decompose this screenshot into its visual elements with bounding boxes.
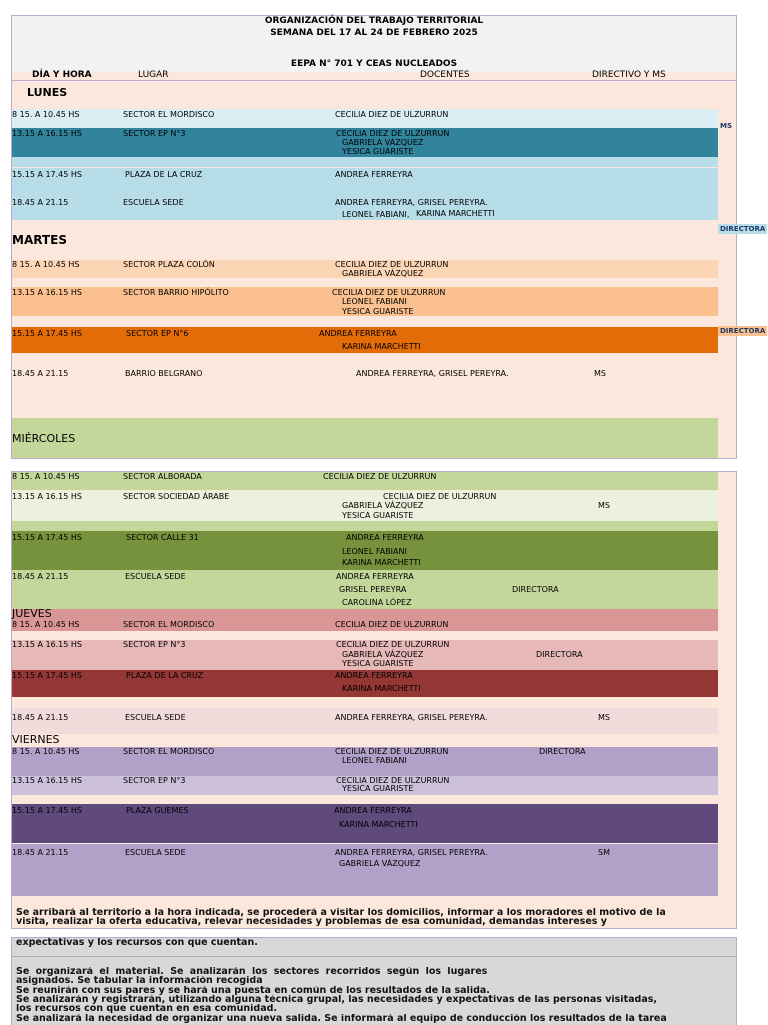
lugar: SECTOR SOCIEDAD ÁRABE: [123, 492, 230, 501]
lugar: SECTOR BARRIO HIPÓLITO: [123, 288, 229, 297]
docente: CECILIA DIEZ DE ULZURRUN: [335, 620, 449, 629]
lugar: SECTOR EL MORDISCO: [123, 747, 215, 756]
hora: 18.45 A 21.15: [12, 369, 69, 378]
lugar: SECTOR EL MORDISCO: [123, 110, 215, 119]
hora: 8 15. A 10.45 HS: [12, 472, 80, 481]
jueves-row-1: [12, 609, 718, 631]
footer-paragraph-2e: los recursos con que cuentan en esa comunidad.: [16, 1004, 278, 1013]
day-label-martes: MARTES: [12, 233, 67, 247]
miercoles-row-3: [12, 531, 718, 570]
jueves-row-4: [12, 708, 718, 734]
lugar: PLAZA DE LA CRUZ: [125, 170, 203, 179]
docente: GRISEL PEREYRA: [339, 585, 407, 594]
jueves-row-3: [12, 670, 718, 697]
footer-paragraph-2a: Se organizará el material. Se analizarán los sectores recorridos según los lugares: [16, 967, 488, 976]
lugar: SECTOR EP N°6: [126, 329, 189, 338]
docente: YESICA GUARISTE: [342, 511, 414, 520]
docente: GABRIELA VÁZQUEZ: [342, 138, 424, 147]
column-header-lugar: LUGAR: [138, 70, 169, 80]
hora: 18.45 A 21.15: [12, 713, 69, 722]
lunes-row-4: [12, 194, 718, 220]
docente: ANDREA FERREYRA, GRISEL PEREYRA.: [335, 848, 488, 857]
docente: CECILIA DIEZ DE ULZURRUN: [335, 110, 449, 119]
docente: ANDREA FERREYRA: [319, 329, 397, 338]
miercoles-band: [12, 418, 718, 458]
docente: LEONEL FABIANI,: [342, 210, 410, 219]
lugar: SECTOR ALBORADA: [123, 472, 202, 481]
hora: 15.15 A 17.45 HS: [12, 533, 82, 542]
lugar: PLAZA DE LA CRUZ: [126, 671, 204, 680]
docente: LEONEL FABIANI: [342, 547, 407, 556]
martes-row-3: [12, 327, 718, 353]
docente: ANDREA FERREYRA, GRISEL PEREYRA.: [335, 713, 488, 722]
lugar: ESCUELA SEDE: [123, 198, 184, 207]
hora: 18.45 A 21.15: [12, 572, 69, 581]
docente: GABRIELA VÁZQUEZ: [339, 859, 421, 868]
docente: LEONEL FABIANI: [342, 297, 407, 306]
hora: 15.15 A 17.45 HS: [12, 806, 82, 815]
lugar: PLAZA GUEMES: [126, 806, 189, 815]
docente: CECILIA DIEZ DE ULZURRUN: [336, 640, 450, 649]
viernes-row-1: [12, 747, 718, 776]
docente: KARINA MARCHETTI: [342, 558, 421, 567]
docente: YESICA GUARISTE: [342, 659, 414, 668]
martes-row-2: [12, 287, 718, 316]
side-label-directora: DIRECTORA: [720, 225, 766, 233]
footer-divider: [12, 956, 736, 957]
directivo: MS: [594, 369, 606, 378]
docente: CECILIA DIEZ DE ULZURRUN: [323, 472, 437, 481]
hora: 13.15 A 16.15 HS: [12, 492, 82, 501]
lunes-row-2: [12, 128, 718, 157]
docente: ANDREA FERREYRA: [335, 671, 413, 680]
hora: 8 15. A 10.45 HS: [12, 747, 80, 756]
hora: 13.15 A 16.15 HS: [12, 640, 82, 649]
hora: 8 15. A 10.45 HS: [12, 260, 80, 269]
docente: CECILIA DIEZ DE ULZURRUN: [383, 492, 497, 501]
lugar: SECTOR EP N°3: [123, 129, 186, 138]
lugar: ESCUELA SEDE: [125, 848, 186, 857]
column-header-directivo: DIRECTIVO Y MS: [592, 70, 666, 80]
docente: ANDREA FERREYRA, GRISEL PEREYRA.: [356, 369, 509, 378]
jueves-row-2: [12, 640, 718, 670]
lunes-row-2-tail: [12, 157, 718, 167]
schedule-page-1: [11, 15, 766, 459]
docente: KARINA MARCHETTI: [342, 342, 421, 351]
side-label-directora-2: DIRECTORA: [720, 327, 766, 335]
footer-paragraph-1a: Se arribará al territorio a la hora indicada, se procederá a visitar los domicilios, informar a los moradores el motivo de la: [16, 908, 666, 917]
hora: 8 15. A 10.45 HS: [12, 110, 80, 119]
lunes-row-1: [12, 109, 718, 128]
docente: GABRIELA VÁZQUEZ: [342, 650, 424, 659]
day-label-miercoles: MIÉRCOLES: [12, 432, 76, 445]
docente: ANDREA FERREYRA: [334, 806, 412, 815]
viernes-row-4: [12, 844, 718, 896]
hora: 15.15 A 17.45 HS: [12, 671, 82, 680]
header-subtitle: SEMANA DEL 17 AL 24 DE FEBRERO 2025: [270, 28, 478, 38]
hora: 13.15 A 16.15 HS: [12, 288, 82, 297]
day-label-lunes: LUNES: [27, 86, 68, 99]
footer-paragraph-2b: asignados. Se tabular la información recogida: [16, 976, 263, 985]
day-label-viernes: VIERNES: [12, 733, 60, 746]
hora: 8 15. A 10.45 HS: [12, 620, 80, 629]
header-title: ORGANIZACIÓN DEL TRABAJO TERRITORIAL: [264, 16, 484, 26]
directivo: MS: [598, 501, 610, 510]
docente: CECILIA DIEZ DE ULZURRUN: [335, 747, 449, 756]
column-header-dia: DÍA Y HORA: [32, 70, 92, 80]
lugar: SECTOR EP N°3: [123, 640, 186, 649]
schedule-page-3: [11, 937, 737, 1025]
footer-paragraph-2d: Se analizarán y registrarán, utilizando alguna técnica grupal, las necesidades y expectativas de las personas visitadas,: [16, 995, 657, 1004]
miercoles-row-2-tail: [12, 521, 718, 531]
docente: GABRIELA VÁZQUEZ: [342, 501, 424, 510]
lugar: SECTOR EP N°3: [123, 776, 186, 785]
lugar: ESCUELA SEDE: [125, 713, 186, 722]
docente: ANDREA FERREYRA, GRISEL PEREYRA.: [335, 198, 488, 207]
docente: ANDREA FERREYRA: [346, 533, 424, 542]
directivo: MS: [598, 713, 610, 722]
side-label-ms: MS: [720, 122, 733, 130]
hora: 18.45 A 21.15: [12, 848, 69, 857]
docente: ANDREA FERREYRA: [335, 170, 413, 179]
lugar: SECTOR EL MORDISCO: [123, 620, 215, 629]
header-school: EEPA N° 701 Y CEAS NUCLEADOS: [290, 59, 458, 69]
docente: YESICA GUARISTE: [342, 784, 414, 793]
day-label-jueves: JUEVES: [12, 607, 52, 620]
docente: CECILIA DIEZ DE ULZURRUN: [336, 776, 450, 785]
viernes-row-2: [12, 776, 718, 795]
footer-paragraph-2f: Se analizará la necesidad de organizar una nueva salida. Se informará al equipo de conducción los resultados de la tarea: [16, 1014, 667, 1023]
hora: 15.15 A 17.45 HS: [12, 170, 82, 179]
docente: KARINA MARCHETTI: [342, 684, 421, 693]
docente: ANDREA FERREYRA: [336, 572, 414, 581]
lugar: SECTOR CALLE 31: [126, 533, 199, 542]
hora: 18.45 A 21.15: [12, 198, 69, 207]
docente: CECILIA DIEZ DE ULZURRUN: [335, 260, 449, 269]
column-header-docentes: DOCENTES: [420, 70, 470, 80]
hora: 13.15 A 16.15 HS: [12, 129, 82, 138]
martes-row-1: [12, 260, 718, 278]
lugar: SECTOR PLAZA COLÓN: [123, 260, 215, 269]
docente: KARINA MARCHETTI: [416, 209, 495, 218]
docente: KARINA MARCHETTI: [339, 820, 418, 829]
miercoles-row-1: [12, 472, 718, 490]
footer-paragraph-2c: Se reunirán con sus pares y se hará una puesta en común de los resultados de la salida.: [16, 986, 490, 995]
header-divider: [12, 80, 736, 81]
docente: CAROLINA LÓPEZ: [342, 598, 412, 607]
footer-paragraph-1c: expectativas y los recursos con que cuentan.: [16, 938, 258, 947]
martes-row-4: [12, 362, 718, 418]
docente: YESICA GUARISTE: [342, 147, 414, 156]
directivo: DIRECTORA: [512, 585, 559, 594]
schedule-page-2: [11, 471, 737, 929]
hora: 15.15 A 17.45 HS: [12, 329, 82, 338]
footer-paragraph-1b: visita, realizar la oferta educativa, relevar necesidades y problemas de esa comunidad, demandas intereses y: [16, 917, 607, 926]
directivo: SM: [598, 848, 610, 857]
docente: YESICA GUARISTE: [342, 307, 414, 316]
docente: GABRIELA VÁZQUEZ: [342, 269, 424, 278]
lugar: BARRIO BELGRANO: [125, 369, 203, 378]
directivo: DIRECTORA: [539, 747, 586, 756]
viernes-row-3: [12, 804, 718, 843]
directivo: DIRECTORA: [536, 650, 583, 659]
lugar: ESCUELA SEDE: [125, 572, 186, 581]
docente: CECILIA DIEZ DE ULZURRUN: [332, 288, 446, 297]
miercoles-row-4: [12, 570, 718, 609]
miercoles-row-2: [12, 491, 718, 521]
docente: CECILIA DIEZ DE ULZURRUN: [336, 129, 450, 138]
hora: 13.15 A 16.15 HS: [12, 776, 82, 785]
docente: LEONEL FABIANI: [342, 756, 407, 765]
lunes-row-3: [12, 168, 718, 194]
